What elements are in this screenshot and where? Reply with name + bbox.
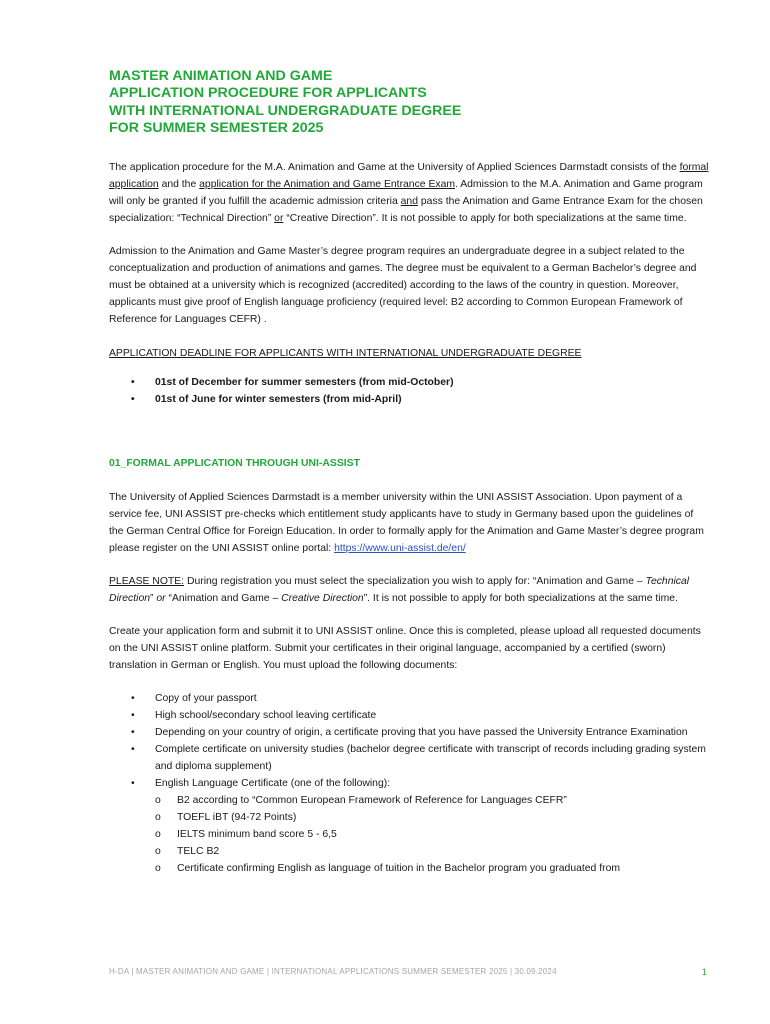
list-item: • Depending on your country of origin, a certificate proving that you have passed the University Entrance Examination — [109, 724, 709, 741]
uni-assist-paragraph: The University of Applied Sciences Darmstadt is a member university within the UNI ASSIST Association. Upon payment of a service fee, UNI ASSIST pre-checks which entitlement study applicants have to study in Germany based upon the guidelines of the German Central Office for Foreign Education. In order to formally apply for the Animation and Game Master’s degree program please register on the UNI ASSIST online portal: https://www.uni-assist.de/en/ — [109, 491, 704, 554]
list-item: o TOEFL iBT (94-72 Points) — [155, 809, 709, 826]
list-item: • 01st of December for summer semesters (from mid-October) — [109, 374, 709, 391]
list-item: • Complete certificate on university studies (bachelor degree certificate with transcript of records including grading system and diploma supplement) — [109, 741, 709, 775]
list-item: o Certificate confirming English as language of tuition in the Bachelor program you graduated from — [155, 860, 709, 877]
english-certificate-options — [155, 792, 709, 877]
admission-paragraph: Admission to the Animation and Game Master’s degree program requires an undergraduate degree in a subject related to the conceptualization and production of animations and games. The degree must be equivalent to a German Bachelor’s degree and must be obtained at a university which is recognized (accredited) according to the laws of the country in question. Moreover, applicants must give proof of English language proficiency (required level: B2 according to Common European Framework of Reference for Languages CEFR) . — [109, 245, 697, 325]
page-number: 1 — [701, 967, 707, 977]
page-title: MASTER ANIMATION AND GAME APPLICATION PROCEDURE FOR APPLICANTS WITH INTERNATIONAL UNDERGRADUATE DEGREE FOR SUMMER SEMESTER 2025 — [109, 68, 462, 137]
list-item: o B2 according to “Common European Framework of Reference for Languages CEFR” — [155, 792, 709, 809]
footer-text: H-DA | MASTER ANIMATION AND GAME | INTERNATIONAL APPLICATIONS SUMMER SEMESTER 2025 | 30.09.2024 — [109, 967, 557, 976]
list-item: • High school/secondary school leaving certificate — [109, 707, 709, 724]
intro-paragraph: The application procedure for the M.A. Animation and Game at the University of Applied Sciences Darmstadt consists of the formal application and the application for the Animation and Game Entrance Exam. Admission to the M.A. Animation and Game program will only be granted if you fulfill the academic admission criteria and pass the Animation and Game Entrance Exam for the chosen specialization: “Technical Direction” or “Creative Direction”. It is not possible to apply for both specializations at the same time. — [109, 161, 709, 224]
page-footer — [109, 967, 707, 976]
create-application-paragraph: Create your application form and submit it to UNI ASSIST online. Once this is completed, please upload all requested documents on the UNI ASSIST online platform. Submit your certificates in their original language, accompanied by a certified (sworn) translation in German or English. You must upload the following documents: — [109, 625, 701, 671]
list-item: • English Language Certificate (one of the following): o B2 according to “Common European Framework of Reference for Languages CEFR” o TOEFL iBT (94-72 Points) o IELTS minimum band score 5 - 6,5 o TELC B2 o Certificate confirming English as language of tuition in the Bachelor program you graduated from — [109, 775, 709, 877]
documents-list — [109, 690, 709, 877]
deadline-heading: APPLICATION DEADLINE FOR APPLICANTS WITH INTERNATIONAL UNDERGRADUATE DEGREE — [109, 347, 582, 359]
list-item: • 01st of June for winter semesters (from mid-April) — [109, 391, 709, 408]
deadline-list — [109, 374, 709, 408]
entrance-exam-ref: application for the Animation and Game Entrance Exam — [199, 178, 456, 190]
document-page — [109, 68, 709, 877]
formal-application-ref: formal application — [109, 161, 709, 190]
section-heading: 01_FORMAL APPLICATION THROUGH UNI-ASSIST — [109, 457, 360, 469]
list-item: o TELC B2 — [155, 843, 709, 860]
please-note-paragraph: PLEASE NOTE: During registration you must select the specialization you wish to apply for: “Animation and Game – Technical Direction” or “Animation and Game – Creative Direction”. It is not possible to apply for both specializations at the same time. — [109, 575, 690, 604]
list-item: o IELTS minimum band score 5 - 6,5 — [155, 826, 709, 843]
uni-assist-link[interactable]: https://www.uni-assist.de/en/ — [334, 542, 466, 554]
list-item: • Copy of your passport — [109, 690, 709, 707]
